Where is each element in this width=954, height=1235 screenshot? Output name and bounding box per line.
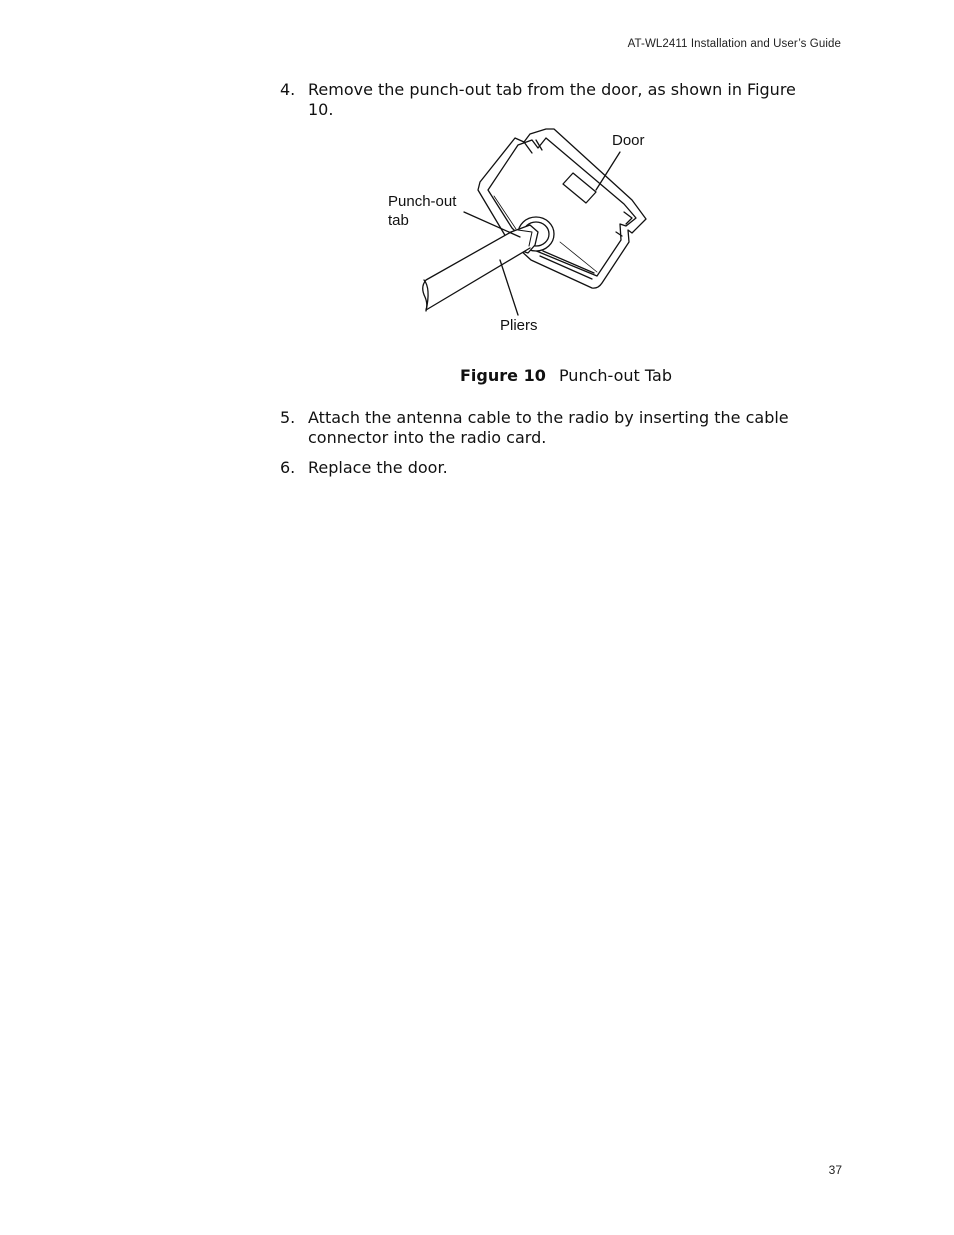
page-number: 37: [828, 1163, 842, 1177]
step-text: Attach the antenna cable to the radio by inserting the cable connector into the radio card.: [308, 408, 789, 447]
step-5: [280, 408, 820, 448]
figure-caption: [460, 366, 672, 385]
callout-punch-out-tab: Punch-out tab: [388, 193, 457, 229]
step-4: [280, 80, 820, 120]
step-text: Remove the punch-out tab from the door, as shown in Figure 10.: [308, 80, 796, 119]
callout-pliers: Pliers: [500, 317, 538, 334]
figure-punch-out-tab: [370, 120, 670, 350]
callout-door: Door: [612, 132, 645, 149]
step-number: 5.: [280, 408, 296, 427]
figure-title: Punch-out Tab: [558, 366, 672, 385]
step-text: Replace the door.: [308, 458, 448, 477]
step-6: [280, 458, 820, 478]
step-number: 6.: [280, 458, 296, 477]
running-header: AT-WL2411 Installation and User’s Guide: [627, 38, 841, 50]
step-number: 4.: [280, 80, 296, 99]
figure-label: Figure 10: [460, 366, 546, 385]
